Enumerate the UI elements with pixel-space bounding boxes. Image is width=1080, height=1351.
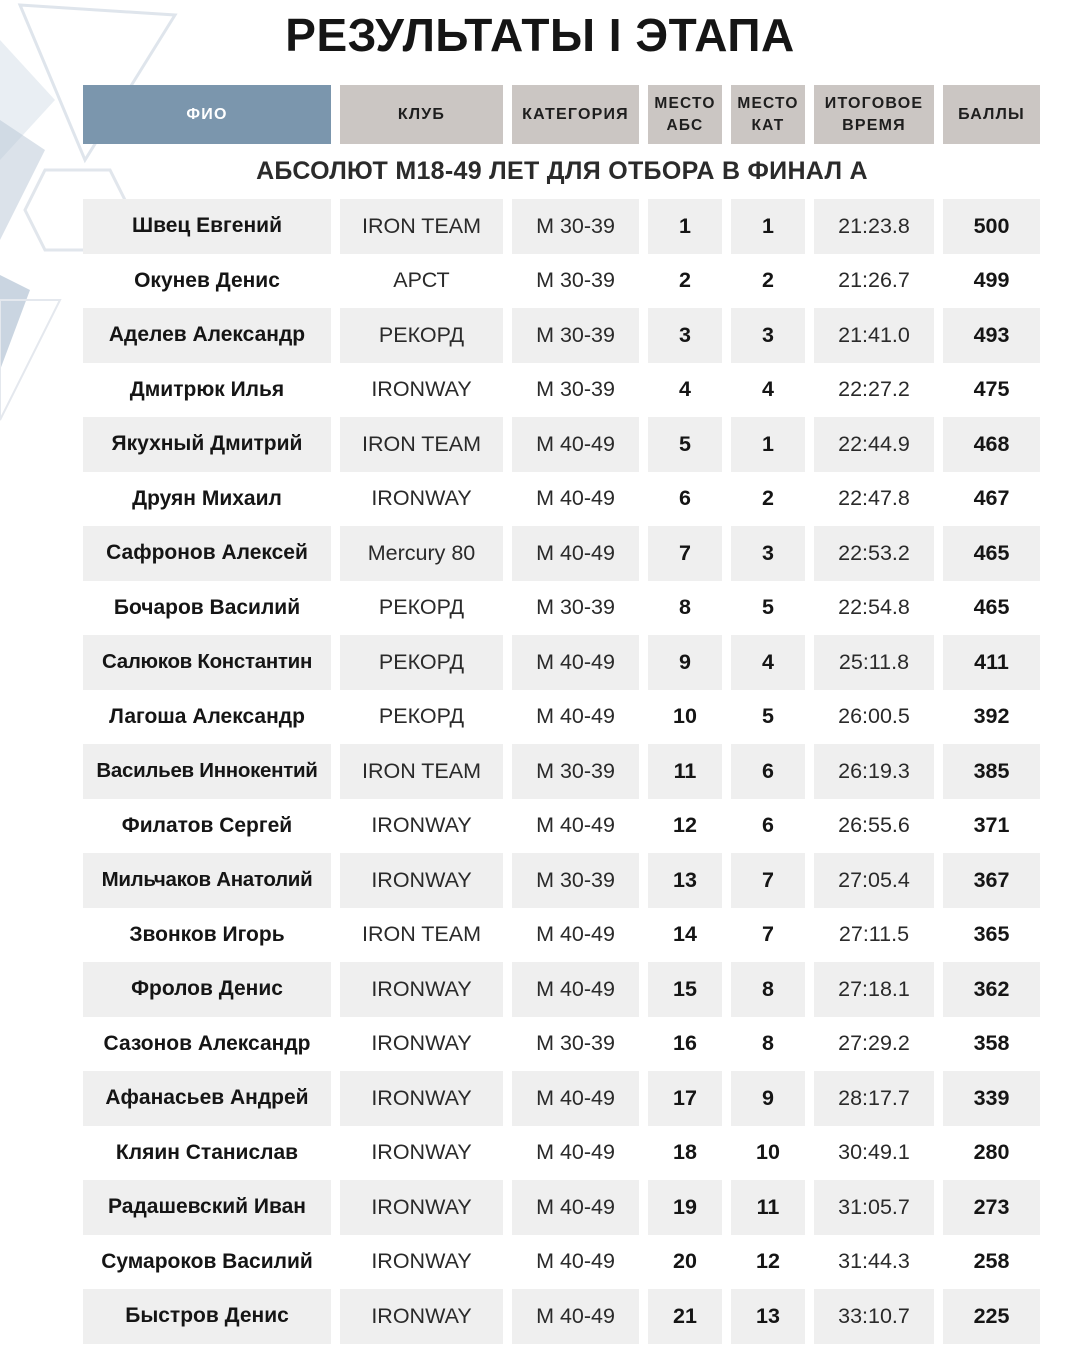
club-name: IRON TEAM [340,744,503,799]
place-category: 3 [731,526,805,581]
table-row [83,1017,1041,1072]
header-place-cat-line2: КАТ [751,116,785,134]
total-time: 27:18.1 [814,962,934,1017]
table-header [83,85,1041,144]
category: М 30-39 [536,377,615,402]
place-category: 6 [762,813,774,838]
total-time: 30:49.1 [838,1140,910,1165]
table-row [83,581,1041,636]
category: М 40-49 [512,417,639,472]
category: М 30-39 [536,595,615,620]
athlete-name: Якухный Дмитрий [83,417,331,472]
total-time: 31:05.7 [814,1180,934,1235]
place-absolute: 17 [648,1071,722,1126]
category: М 30-39 [512,199,639,254]
header-name: ФИО [83,85,331,144]
place-absolute: 16 [673,1031,697,1056]
points: 499 [973,268,1010,293]
club-name: IRONWAY [340,962,503,1017]
points: 465 [973,595,1010,620]
points: 362 [943,962,1040,1017]
total-time: 22:44.9 [814,417,934,472]
total-time: 26:00.5 [838,704,910,729]
total-time: 22:47.8 [838,486,910,511]
section-subtitle: АБСОЛЮТ М18-49 ЛЕТ ДЛЯ ОТБОРА В ФИНАЛ А [256,157,868,185]
total-time: 27:29.2 [838,1031,910,1056]
athlete-name: Фролов Денис [83,962,331,1017]
place-category: 6 [731,744,805,799]
place-absolute: 20 [673,1249,697,1274]
header-total-time-line2: ВРЕМЯ [842,116,906,134]
total-time: 22:53.2 [814,526,934,581]
place-absolute: 12 [673,813,697,838]
total-time: 27:11.5 [838,922,910,947]
total-time: 26:19.3 [814,744,934,799]
table-row [83,908,1041,963]
table-row [83,472,1041,527]
category: М 40-49 [536,1140,615,1165]
club-name: IRONWAY [371,1140,472,1165]
category: М 30-39 [536,268,615,293]
category: М 40-49 [536,486,615,511]
club-name: IRONWAY [371,377,472,402]
club-name: IRON TEAM [361,922,482,947]
athlete-name: Аделев Александр [83,308,331,363]
points: 358 [973,1031,1010,1056]
place-category: 8 [731,962,805,1017]
total-time: 27:05.4 [814,853,934,908]
table-row [83,1126,1041,1181]
table-row [83,363,1041,418]
club-name: IRONWAY [371,1249,472,1274]
total-time: 28:17.7 [814,1071,934,1126]
category: М 40-49 [512,635,639,690]
club-name: IRONWAY [340,1180,503,1235]
place-category: 7 [731,853,805,908]
place-category: 13 [731,1289,805,1344]
points: 500 [943,199,1040,254]
place-category: 8 [762,1031,774,1056]
total-time: 25:11.8 [814,635,934,690]
points: 225 [943,1289,1040,1344]
place-absolute: 10 [673,704,697,729]
total-time: 22:54.8 [838,595,910,620]
header-points: БАЛЛЫ [943,85,1040,144]
page-title: РЕЗУЛЬТАТЫ I ЭТАПА [285,9,795,61]
total-time: 21:41.0 [814,308,934,363]
athlete-name: Друян Михаил [132,486,282,510]
table-row [83,308,1041,363]
header-place-abs-line1: МЕСТО [654,94,716,112]
total-time: 21:23.8 [814,199,934,254]
place-category: 5 [762,595,774,620]
category: М 40-49 [536,704,615,729]
club-name: Mercury 80 [340,526,503,581]
table-row [83,254,1041,309]
total-time: 33:10.7 [814,1289,934,1344]
athlete-name: Окунев Денис [134,268,280,292]
header-place-cat [731,85,805,144]
points: 468 [943,417,1040,472]
club-name: РЕКОРД [378,704,465,729]
points: 392 [973,704,1010,729]
header-place-abs-line2: АБС [666,116,704,134]
athlete-name: Васильев Иннокентий [83,744,331,799]
table-row [83,799,1041,854]
athlete-name: Швец Евгений [83,199,331,254]
athlete-name: Мильчаков Анатолий [83,853,331,908]
total-time: 22:27.2 [838,377,910,402]
athlete-name: Быстров Денис [83,1289,331,1344]
results-table [83,85,1041,1344]
athlete-name: Звонков Игорь [129,922,285,946]
points: 339 [943,1071,1040,1126]
category: М 40-49 [536,813,615,838]
category: М 40-49 [512,526,639,581]
place-category: 2 [762,486,774,511]
table-row [83,1235,1041,1290]
place-category: 4 [762,377,774,402]
athlete-name: Салюков Константин [83,635,331,690]
category: М 40-49 [512,1071,639,1126]
athlete-name: Дмитрюк Илья [129,377,285,401]
points: 385 [943,744,1040,799]
table-row [83,1289,1041,1344]
total-time: 31:44.3 [838,1249,910,1274]
points: 371 [973,813,1010,838]
club-name: IRON TEAM [340,417,503,472]
header-total-time [814,85,934,144]
table-row [83,853,1041,908]
place-absolute: 14 [673,922,697,947]
table-row [83,962,1041,1017]
category: М 30-39 [512,744,639,799]
table-row [83,690,1041,745]
place-absolute: 1 [648,199,722,254]
category: М 40-49 [512,1180,639,1235]
header-category: КАТЕГОРИЯ [512,85,639,144]
club-name: IRONWAY [340,1289,503,1344]
table-row [83,635,1041,690]
points: 365 [973,922,1010,947]
table-row [83,1180,1041,1235]
club-name: IRONWAY [371,813,472,838]
place-absolute: 9 [648,635,722,690]
athlete-name: Бочаров Василий [113,595,301,619]
place-category: 10 [756,1140,780,1165]
table-row [83,526,1041,581]
points: 258 [973,1249,1010,1274]
place-absolute: 11 [648,744,722,799]
points: 475 [973,377,1010,402]
athlete-name: Сафронов Алексей [83,526,331,581]
header-place-abs [648,85,722,144]
place-category: 2 [762,268,774,293]
place-absolute: 15 [648,962,722,1017]
athlete-name: Кляин Станислав [115,1140,299,1164]
place-category: 3 [731,308,805,363]
club-name: АРСТ [393,268,450,293]
category: М 30-39 [512,853,639,908]
place-category: 5 [762,704,774,729]
club-name: IRON TEAM [340,199,503,254]
category: М 40-49 [536,1249,615,1274]
place-absolute: 3 [648,308,722,363]
place-category: 7 [762,922,774,947]
category: М 40-49 [512,1289,639,1344]
table-row [83,1071,1041,1126]
place-category: 1 [731,199,805,254]
place-absolute: 21 [648,1289,722,1344]
points: 493 [943,308,1040,363]
place-category: 4 [731,635,805,690]
club-name: РЕКОРД [340,308,503,363]
club-name: IRONWAY [371,1031,472,1056]
total-time: 21:26.7 [838,268,910,293]
club-name: IRONWAY [340,853,503,908]
place-absolute: 19 [648,1180,722,1235]
place-absolute: 8 [679,595,691,620]
athlete-name: Сазонов Александр [103,1031,311,1055]
points: 465 [943,526,1040,581]
place-category: 1 [731,417,805,472]
place-absolute: 6 [679,486,691,511]
table-body [83,199,1041,1344]
club-name: РЕКОРД [340,635,503,690]
athlete-name: Лагоша Александр [109,704,305,728]
athlete-name: Афанасьев Андрей [83,1071,331,1126]
place-absolute: 13 [648,853,722,908]
category: М 30-39 [512,308,639,363]
category: М 30-39 [536,1031,615,1056]
club-name: РЕКОРД [378,595,465,620]
points: 411 [943,635,1040,690]
points: 273 [943,1180,1040,1235]
club-name: IRONWAY [371,486,472,511]
header-total-time-line1: ИТОГОВОЕ [824,94,924,112]
place-absolute: 18 [673,1140,697,1165]
table-row [83,417,1041,472]
place-absolute: 5 [648,417,722,472]
athlete-name: Радашевский Иван [83,1180,331,1235]
place-category: 12 [756,1249,780,1274]
header-place-cat-line1: МЕСТО [737,94,799,112]
points: 467 [973,486,1010,511]
points: 367 [943,853,1040,908]
table-row [83,744,1041,799]
category: М 40-49 [512,962,639,1017]
points: 280 [973,1140,1010,1165]
place-absolute: 2 [679,268,691,293]
athlete-name: Филатов Сергей [121,813,293,837]
header-club: КЛУБ [340,85,503,144]
athlete-name: Сумароков Василий [101,1249,313,1273]
table-row [83,199,1041,254]
club-name: IRONWAY [340,1071,503,1126]
category: М 40-49 [536,922,615,947]
total-time: 26:55.6 [838,813,910,838]
place-category: 9 [731,1071,805,1126]
place-absolute: 4 [679,377,691,402]
place-category: 11 [731,1180,805,1235]
place-absolute: 7 [648,526,722,581]
